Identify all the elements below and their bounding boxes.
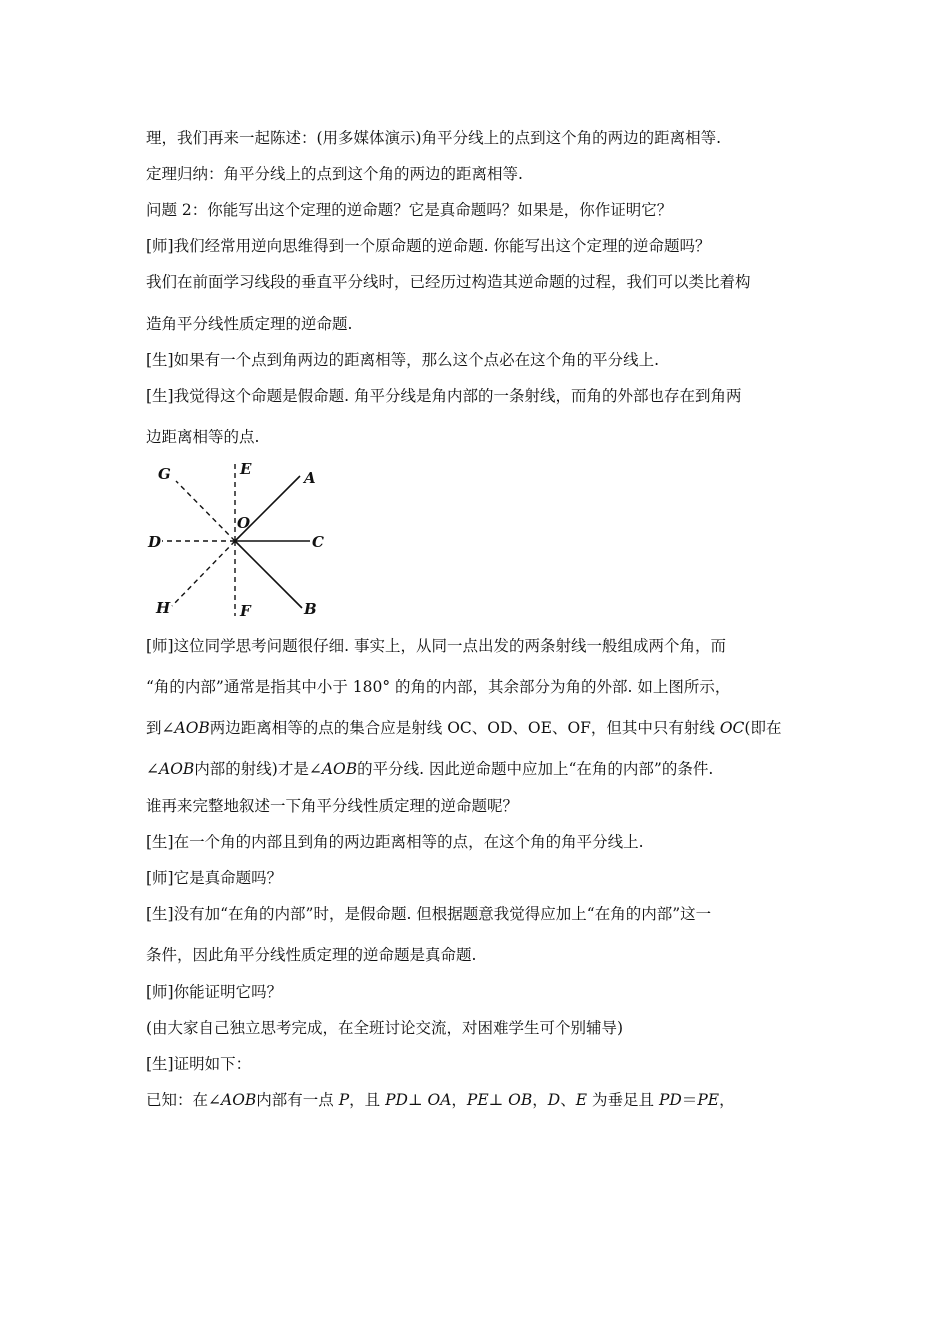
text-line-20: (由大家自己独立思考完成，在全班讨论交流，对困难学生可个别辅导) — [146, 1019, 624, 1037]
text-span: 内部的射线)才是∠ — [194, 760, 322, 778]
math-var: PD — [385, 1091, 408, 1109]
text-span: (即在 — [744, 719, 782, 737]
text-line-3: 问题 2：你能写出这个定理的逆命题？它是真命题吗？如果是，你作证明它？ — [146, 201, 673, 219]
math-var: AOB — [174, 719, 210, 737]
text-line-18: 条件，因此角平分线性质定理的逆命题是真命题. — [146, 946, 477, 964]
math-var: AOB — [159, 760, 195, 778]
text-line-13 — [146, 759, 713, 779]
text-span: 、 — [560, 1091, 576, 1109]
text-line-19: [师]你能证明它吗？ — [146, 983, 283, 1001]
math-var: OC — [719, 719, 745, 737]
text-line-12 — [146, 718, 781, 738]
text-span: 已知：在∠ — [146, 1091, 221, 1109]
text-line-14: 谁再来完整地叙述一下角平分线性质定理的逆命题呢？ — [146, 797, 519, 815]
text-span: ＝ — [681, 1091, 698, 1109]
label-g: G — [158, 465, 171, 483]
math-var: OA — [427, 1091, 452, 1109]
label-c: C — [312, 533, 324, 551]
text-line-10: [师]这位同学思考问题很仔细. 事实上，从同一点出发的两条射线一般组成两个角，而 — [146, 637, 726, 655]
text-span: ， — [451, 1091, 467, 1109]
angle-bisector-figure — [140, 456, 340, 621]
math-var: AOB — [321, 760, 358, 778]
text-line-9: 边距离相等的点. — [146, 428, 260, 446]
text-span: 两边距离相等的点的集合应是射线 OC、OD、OE、OF，但其中只有射线 — [209, 719, 720, 737]
text-span: ， — [532, 1091, 548, 1109]
math-var: P — [338, 1091, 350, 1109]
text-span: 内部有一点 — [256, 1091, 339, 1109]
text-span: ， — [719, 1091, 735, 1109]
math-var: OB — [508, 1091, 533, 1109]
text-line-5: 我们在前面学习线段的垂直平分线时，已经历过构造其逆命题的过程，我们可以类比着构 — [146, 273, 751, 291]
ray-ob — [235, 541, 302, 608]
text-span: 到∠ — [146, 719, 175, 737]
math-var: D — [547, 1091, 561, 1109]
math-var: PE — [697, 1091, 720, 1109]
text-span: ∠ — [146, 760, 159, 778]
math-var: AOB — [221, 1091, 257, 1109]
ray-og-dashed — [176, 481, 235, 541]
label-h: H — [156, 599, 171, 617]
text-span: ，且 — [349, 1091, 386, 1109]
text-span: 的平分线. 因此逆命题中应加上“在角的内部”的条件. — [357, 760, 714, 778]
text-line-15: [生]在一个角的内部且到角的两边距离相等的点，在这个角的角平分线上. — [146, 833, 644, 851]
math-var: PE — [466, 1091, 489, 1109]
math-var: PD — [658, 1091, 682, 1109]
text-line-7: [生]如果有一个点到角两边的距离相等，那么这个点必在这个角的平分线上. — [146, 351, 660, 369]
text-line-2: 定理归纳：角平分线上的点到这个角的两边的距离相等. — [146, 165, 523, 183]
label-b: B — [304, 600, 317, 618]
text-line-17: [生]没有加“在角的内部”时，是假命题. 但根据题意我觉得应加上“在角的内部”这一 — [146, 905, 712, 923]
text-line-6: 造角平分线性质定理的逆命题. — [146, 315, 353, 333]
text-line-16: [师]它是真命题吗？ — [146, 869, 283, 887]
text-line-21: [生]证明如下： — [146, 1055, 252, 1073]
text-line-4: [师]我们经常用逆向思维得到一个原命题的逆命题. 你能写出这个定理的逆命题吗？ — [146, 237, 711, 255]
ray-oh-dashed — [172, 541, 235, 606]
text-span: ⊥ — [407, 1091, 428, 1109]
text-line-11: “角的内部”通常是指其中小于 180° 的角的内部，其余部分为角的外部. 如上图所示， — [146, 678, 731, 696]
label-e: E — [240, 460, 252, 478]
label-a: A — [304, 469, 316, 487]
label-d: D — [148, 533, 162, 551]
text-line-8: [生]我觉得这个命题是假命题. 角平分线是角内部的一条射线，而角的外部也存在到角两 — [146, 387, 742, 405]
label-f: F — [240, 602, 251, 620]
label-o: O — [237, 514, 251, 532]
text-line-22 — [146, 1090, 735, 1110]
text-line-1: 理，我们再来一起陈述：(用多媒体演示)角平分线上的点到这个角的两边的距离相等. — [146, 129, 722, 147]
math-var: E — [575, 1091, 588, 1109]
text-span: ⊥ — [488, 1091, 509, 1109]
text-span: 为垂足且 — [587, 1091, 659, 1109]
